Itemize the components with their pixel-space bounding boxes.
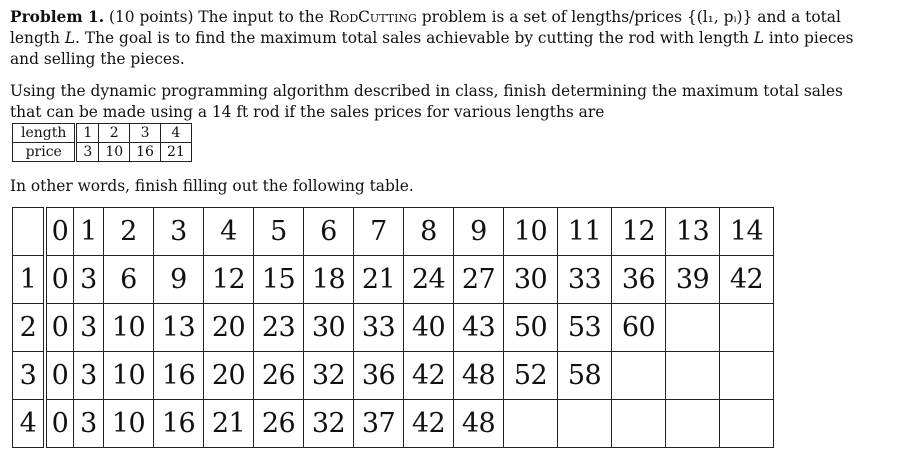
price-cell: 21	[160, 143, 191, 162]
dp-cell: 50	[504, 304, 558, 352]
goal-tail: into pieces and selling the pieces.	[10, 29, 854, 68]
table-intro: In other words, finish filling out the following table.	[10, 177, 414, 195]
problem-points: (10 points)	[108, 8, 194, 26]
dp-empty-cell[interactable]	[504, 400, 558, 448]
goal-text: . The goal is to find the maximum total sales achievable by cutting the rod with length	[75, 29, 749, 47]
dp-column-header: 12	[612, 208, 666, 256]
dp-column-header: 0	[45, 208, 74, 256]
dp-column-header: 1	[74, 208, 104, 256]
dp-cell: 30	[504, 256, 558, 304]
dp-cell: 58	[558, 352, 612, 400]
dp-cell: 0	[45, 352, 74, 400]
dp-column-header: 14	[720, 208, 774, 256]
dp-row	[13, 400, 774, 448]
dp-column-header: 5	[254, 208, 304, 256]
dp-cell: 0	[45, 256, 74, 304]
dp-cell: 53	[558, 304, 612, 352]
dp-cell: 40	[404, 304, 454, 352]
price-row	[13, 143, 192, 162]
dp-cell: 9	[154, 256, 204, 304]
price-cell: 3	[76, 143, 99, 162]
dp-row-header: 2	[13, 304, 46, 352]
intro-text-3: and a total length	[10, 8, 841, 47]
length-cell: 4	[160, 124, 191, 143]
dp-cell: 3	[74, 352, 104, 400]
dp-cell: 48	[454, 352, 504, 400]
dp-table	[12, 207, 774, 448]
dp-cell: 6	[104, 256, 154, 304]
dp-column-header: 7	[354, 208, 404, 256]
dp-column-header: 10	[504, 208, 558, 256]
dp-cell: 52	[504, 352, 558, 400]
dp-column-header: 9	[454, 208, 504, 256]
dp-column-header: 2	[104, 208, 154, 256]
dp-cell: 16	[154, 352, 204, 400]
length-label: length	[13, 124, 76, 143]
dp-cell: 0	[45, 304, 74, 352]
instruction-text: Using the dynamic programming algorithm described in class, finish determining the maximum total sales that can be made using a 14 ft rod if the sales prices for various lengths are	[10, 82, 843, 121]
dp-row-header: 3	[13, 352, 46, 400]
dp-cell: 20	[204, 304, 254, 352]
dp-column-header: 8	[404, 208, 454, 256]
dp-empty-cell[interactable]	[666, 304, 720, 352]
dp-cell: 13	[154, 304, 204, 352]
dp-cell: 36	[612, 256, 666, 304]
dp-empty-cell[interactable]	[666, 400, 720, 448]
dp-cell: 42	[404, 352, 454, 400]
price-label: price	[13, 143, 76, 162]
price-cell: 16	[130, 143, 161, 162]
dp-column-header: 6	[304, 208, 354, 256]
dp-empty-cell[interactable]	[558, 400, 612, 448]
dp-empty-cell[interactable]	[612, 352, 666, 400]
set-notation: {(l₁, pᵢ)}	[686, 8, 753, 26]
dp-empty-cell[interactable]	[720, 352, 774, 400]
dp-cell: 43	[454, 304, 504, 352]
length-row	[13, 124, 192, 143]
intro-text: The input to the	[198, 8, 324, 26]
dp-cell: 20	[204, 352, 254, 400]
length-symbol: L	[64, 29, 76, 47]
dp-row-header: 4	[13, 400, 46, 448]
dp-column-header: 3	[154, 208, 204, 256]
dp-cell: 3	[74, 304, 104, 352]
dp-cell: 0	[45, 400, 74, 448]
dp-cell: 39	[666, 256, 720, 304]
dp-cell: 26	[254, 400, 304, 448]
dp-cell: 21	[204, 400, 254, 448]
length-cell: 1	[76, 124, 99, 143]
dp-empty-cell[interactable]	[612, 400, 666, 448]
intro-text-2: problem is a set of lengths/prices	[421, 8, 683, 26]
dp-cell: 10	[104, 400, 154, 448]
dp-cell: 32	[304, 400, 354, 448]
dp-row	[13, 352, 774, 400]
dp-cell: 27	[454, 256, 504, 304]
dp-corner-cell	[13, 208, 46, 256]
dp-row-header: 1	[13, 256, 46, 304]
dp-cell: 3	[74, 400, 104, 448]
dp-cell: 33	[354, 304, 404, 352]
length-symbol-2: L	[753, 29, 764, 47]
dp-empty-cell[interactable]	[720, 304, 774, 352]
dp-cell: 24	[404, 256, 454, 304]
dp-cell: 37	[354, 400, 404, 448]
dp-cell: 36	[354, 352, 404, 400]
dp-cell: 60	[612, 304, 666, 352]
dp-column-header: 11	[558, 208, 612, 256]
problem-statement	[10, 7, 878, 70]
problem-name: RodCutting	[328, 8, 417, 26]
dp-cell: 3	[74, 256, 104, 304]
dp-cell: 21	[354, 256, 404, 304]
dp-row	[13, 256, 774, 304]
price-table	[12, 123, 192, 162]
dp-empty-cell[interactable]	[720, 400, 774, 448]
dp-cell: 18	[304, 256, 354, 304]
price-cell: 10	[99, 143, 130, 162]
dp-row	[13, 304, 774, 352]
dp-cell: 12	[204, 256, 254, 304]
length-cell: 3	[130, 124, 161, 143]
problem-title: Problem 1.	[10, 8, 105, 26]
dp-cell: 42	[404, 400, 454, 448]
dp-cell: 48	[454, 400, 504, 448]
dp-cell: 32	[304, 352, 354, 400]
dp-empty-cell[interactable]	[666, 352, 720, 400]
dp-cell: 42	[720, 256, 774, 304]
dp-column-header: 13	[666, 208, 720, 256]
dp-column-header: 4	[204, 208, 254, 256]
dp-cell: 10	[104, 352, 154, 400]
dp-cell: 26	[254, 352, 304, 400]
dp-cell: 15	[254, 256, 304, 304]
dp-header-row	[13, 208, 774, 256]
dp-cell: 10	[104, 304, 154, 352]
dp-cell: 33	[558, 256, 612, 304]
dp-cell: 30	[304, 304, 354, 352]
dp-cell: 16	[154, 400, 204, 448]
dp-cell: 23	[254, 304, 304, 352]
length-cell: 2	[99, 124, 130, 143]
